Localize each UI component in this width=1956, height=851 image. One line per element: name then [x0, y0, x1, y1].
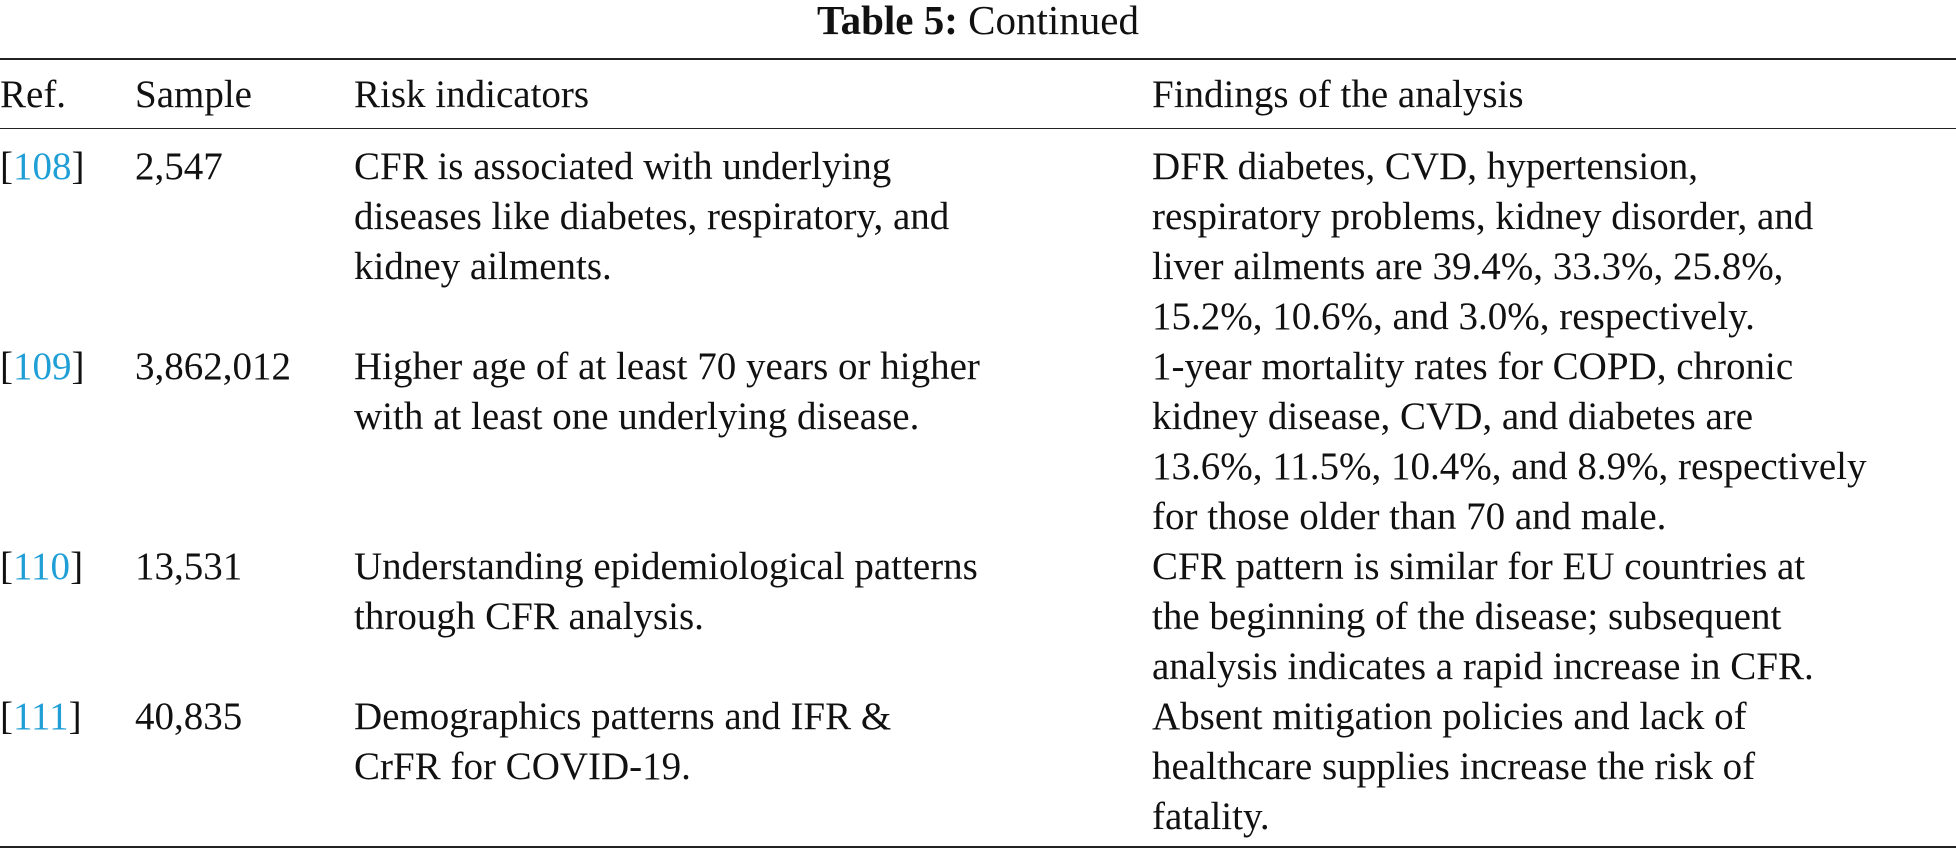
- cell-line: Absent mitigation policies and lack of: [1152, 695, 1747, 738]
- citation-link[interactable]: 110: [13, 545, 71, 588]
- citation-link[interactable]: 111: [13, 695, 69, 738]
- ref-cell: [111]: [0, 695, 82, 738]
- cell-line: respiratory problems, kidney disorder, and: [1152, 195, 1814, 238]
- ref-cell: [108]: [0, 145, 85, 188]
- cell-line: DFR diabetes, CVD, hypertension,: [1152, 145, 1698, 188]
- cell-line: CFR is associated with underlying: [354, 145, 892, 188]
- cell-line: through CFR analysis.: [354, 595, 704, 638]
- cell-line: fatality.: [1152, 795, 1270, 838]
- column-header-sample: Sample: [135, 73, 252, 116]
- citation-link[interactable]: 108: [13, 145, 72, 188]
- cell-line: kidney ailments.: [354, 245, 612, 288]
- cell-line: diseases like diabetes, respiratory, and: [354, 195, 950, 238]
- cell-line: 1-year mortality rates for COPD, chronic: [1152, 345, 1794, 388]
- cell-line: Higher age of at least 70 years or higher: [354, 345, 980, 388]
- table-caption-text: Continued: [968, 0, 1139, 43]
- cell-line: kidney disease, CVD, and diabetes are: [1152, 395, 1754, 438]
- table-row: [0, 542, 1956, 692]
- table-bottom-rule: [0, 846, 1956, 848]
- data-table: [0, 70, 1956, 842]
- cell-line: healthcare supplies increase the risk of: [1152, 745, 1756, 788]
- ref-cell: [110]: [0, 545, 84, 588]
- risk-indicators-cell: [354, 128, 1152, 342]
- sample-cell: 40,835: [135, 695, 243, 738]
- cell-line: 15.2%, 10.6%, and 3.0%, respectively.: [1152, 295, 1755, 338]
- findings-cell: [1152, 342, 1956, 542]
- risk-indicators-cell: [354, 542, 1152, 692]
- findings-cell: [1152, 692, 1956, 842]
- cell-line: Understanding epidemiological patterns: [354, 545, 978, 588]
- findings-cell: [1152, 128, 1956, 342]
- table-row: [0, 692, 1956, 842]
- sample-cell: 13,531: [135, 545, 243, 588]
- findings-cell: [1152, 542, 1956, 692]
- cell-line: the beginning of the disease; subsequent: [1152, 595, 1782, 638]
- cell-line: CrFR for COVID-19.: [354, 745, 691, 788]
- column-header-findings: Findings of the analysis: [1152, 73, 1524, 116]
- sample-cell: 3,862,012: [135, 345, 291, 388]
- risk-indicators-cell: [354, 692, 1152, 842]
- cell-line: CFR pattern is similar for EU countries at: [1152, 545, 1806, 588]
- table-top-rule: [0, 58, 1956, 60]
- cell-line: liver ailments are 39.4%, 33.3%, 25.8%,: [1152, 245, 1784, 288]
- cell-line: with at least one underlying disease.: [354, 395, 920, 438]
- cell-line: Demographics patterns and IFR &: [354, 695, 892, 738]
- column-header-ref: Ref.: [0, 73, 67, 116]
- risk-indicators-cell: [354, 342, 1152, 542]
- sample-cell: 2,547: [135, 145, 223, 188]
- cell-line: analysis indicates a rapid increase in CFR.: [1152, 645, 1814, 688]
- column-header-risk-indicators: Risk indicators: [354, 73, 590, 116]
- table-row: [0, 128, 1956, 342]
- table-row: [0, 342, 1956, 542]
- ref-cell: [109]: [0, 345, 85, 388]
- table-header-row: [0, 70, 1956, 128]
- cell-line: for those older than 70 and male.: [1152, 495, 1667, 538]
- table-caption: [0, 0, 1956, 44]
- citation-link[interactable]: 109: [13, 345, 72, 388]
- cell-line: 13.6%, 11.5%, 10.4%, and 8.9%, respectively: [1152, 445, 1867, 488]
- table-caption-label: Table 5:: [817, 0, 958, 43]
